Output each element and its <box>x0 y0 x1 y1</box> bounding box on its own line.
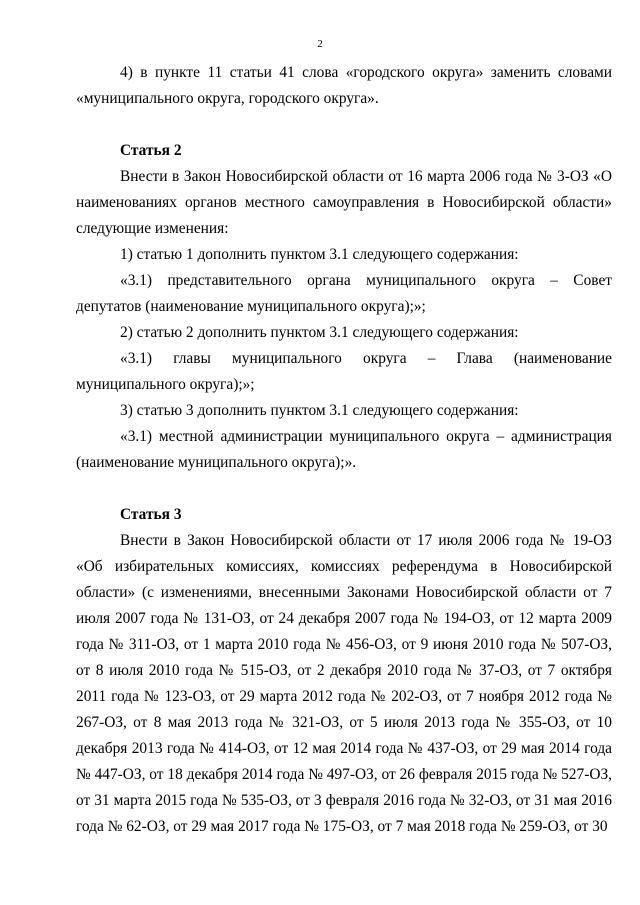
article-2-item: «3.1) местной администрации муниципального округа – администрация (наименование муниципального округа);». <box>76 428 612 471</box>
spacer <box>76 112 612 138</box>
article-2-item: «3.1) главы муниципального округа – Глава (наименование муниципального округа);»; <box>76 350 612 393</box>
item-4-paragraph: 4) в пункте 11 статьи 41 слова «городского округа» заменить словами «муниципального округа, городского округа». <box>76 64 612 107</box>
article-2-heading: Статья 2 <box>120 142 182 159</box>
article-3-intro: Внести в Закон Новосибирской области от 17 июля 2006 года № 19-ОЗ «Об избирательных комиссиях, комиссиях референдума в Новосибирской области» (с изменениями, внесенными Законами Новосибирской области от 7 июля 2007 года № 131-ОЗ, от 24 декабря 2007 года № 194-ОЗ, от 12 марта 2009 года № 311-ОЗ, от 1 марта 2010 года № 456-ОЗ, от 9 июня 2010 года № 507-ОЗ, от 8 июля 2010 года № 515-ОЗ, от 2 декабря 2010 года № 37-ОЗ, от 7 октября 2011 года № 123-ОЗ, от 29 марта 2012 года № 202-ОЗ, от 7 ноября 2012 года № 267-ОЗ, от 8 мая 2013 года № 321-ОЗ, от 5 июля 2013 года № 355-ОЗ, от 10 декабря 2013 года № 414-ОЗ, от 12 мая 2014 года № 437-ОЗ, от 29 мая 2014 года № 447-ОЗ, от 18 декабря 2014 года № 497-ОЗ, от 26 февраля 2015 года № 527-ОЗ, от 31 марта 2015 года № 535-ОЗ, от 3 февраля 2016 года № 32-ОЗ, от 31 мая 2016 года № 62-ОЗ, от 29 мая 2017 года № 175-ОЗ, от 7 мая 2018 года № 259-ОЗ, от 30 <box>76 532 612 835</box>
article-2-item: «3.1) представительного органа муниципального округа – Совет депутатов (наименование муниципального округа);»; <box>76 272 612 315</box>
spacer <box>76 476 612 502</box>
page-number: 2 <box>317 38 323 50</box>
document-body <box>76 60 612 840</box>
article-3-heading: Статья 3 <box>120 506 182 523</box>
article-2-item: 3) статью 3 дополнить пунктом 3.1 следующего содержания: <box>120 402 519 419</box>
article-2-intro: Внести в Закон Новосибирской области от 16 марта 2006 года № 3-ОЗ «О наименованиях органов местного самоуправления в Новосибирской области» следующие изменения: <box>76 168 612 237</box>
article-2-item: 2) статью 2 дополнить пунктом 3.1 следующего содержания: <box>120 324 519 341</box>
article-2-item: 1) статью 1 дополнить пунктом 3.1 следующего содержания: <box>120 246 519 263</box>
